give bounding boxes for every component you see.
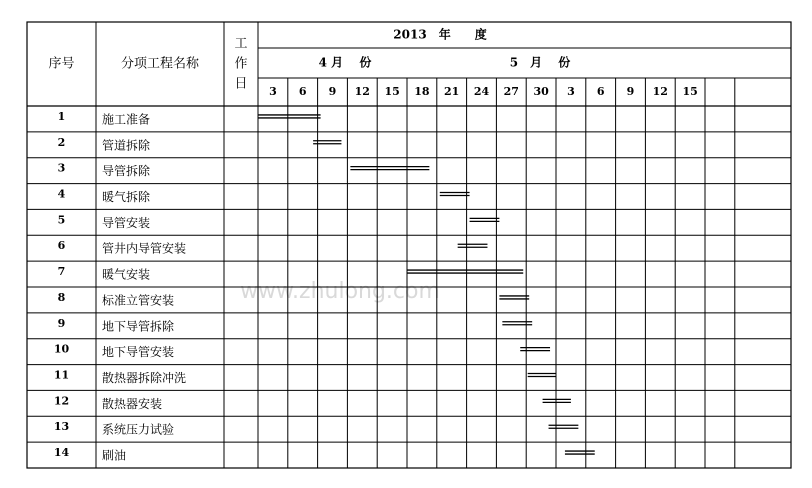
task-number: 10 xyxy=(53,342,70,356)
day-label: 27 xyxy=(503,85,519,98)
task-name: 地下导管安装 xyxy=(102,345,175,360)
task-number: 6 xyxy=(57,239,66,253)
day-label: 15 xyxy=(384,85,400,98)
task-number: 14 xyxy=(53,446,70,460)
day-label: 9 xyxy=(328,85,337,98)
task-name: 系统压力试验 xyxy=(102,422,175,437)
day-label: 18 xyxy=(414,85,430,98)
task-number: 4 xyxy=(57,187,66,201)
day-label: 15 xyxy=(682,85,698,98)
header-workday-char: 日 xyxy=(234,76,248,92)
task-number: 8 xyxy=(57,290,66,304)
header-seq: 序号 xyxy=(48,56,75,72)
task-name: 刷油 xyxy=(102,448,127,463)
task-name: 散热器拆除冲洗 xyxy=(102,371,187,385)
task-number: 3 xyxy=(57,161,66,175)
task-number: 1 xyxy=(57,109,66,123)
task-name: 地下导管拆除 xyxy=(102,319,175,334)
task-number: 9 xyxy=(57,316,66,330)
task-number: 13 xyxy=(53,420,70,434)
task-number: 11 xyxy=(53,368,70,382)
day-label: 24 xyxy=(473,85,490,98)
header-year: 2013 年 度 xyxy=(393,27,487,42)
day-label: 3 xyxy=(567,85,575,98)
day-label: 6 xyxy=(596,85,605,98)
day-label: 21 xyxy=(444,85,460,98)
day-label: 30 xyxy=(533,85,549,98)
day-label: 3 xyxy=(269,85,277,98)
task-name: 管道拆除 xyxy=(102,138,151,153)
header-task-name: 分项工程名称 xyxy=(120,56,200,72)
header-month-april: 4 月 份 xyxy=(318,55,372,70)
watermark-text: www.zhulong.com xyxy=(240,279,440,304)
task-name: 导管拆除 xyxy=(102,164,151,179)
header-workday-char: 工 xyxy=(234,36,248,52)
task-name: 标准立管安装 xyxy=(102,293,175,308)
task-name: 管井内导管安装 xyxy=(102,241,187,256)
task-number: 12 xyxy=(53,394,70,408)
day-label: 9 xyxy=(626,85,635,98)
task-name: 导管安装 xyxy=(102,215,151,230)
task-name: 施工准备 xyxy=(102,112,151,127)
task-name: 暖气拆除 xyxy=(102,190,151,204)
header-month-may: 5 月 份 xyxy=(509,55,571,70)
task-name: 暖气安装 xyxy=(102,267,151,282)
task-number: 2 xyxy=(57,135,66,149)
task-number: 5 xyxy=(57,213,66,227)
day-label: 12 xyxy=(354,85,370,98)
day-label: 6 xyxy=(298,85,307,98)
header-workday-char: 作 xyxy=(234,56,248,72)
day-label: 12 xyxy=(652,85,668,98)
task-number: 7 xyxy=(57,265,66,279)
task-name: 散热器安装 xyxy=(102,396,163,411)
